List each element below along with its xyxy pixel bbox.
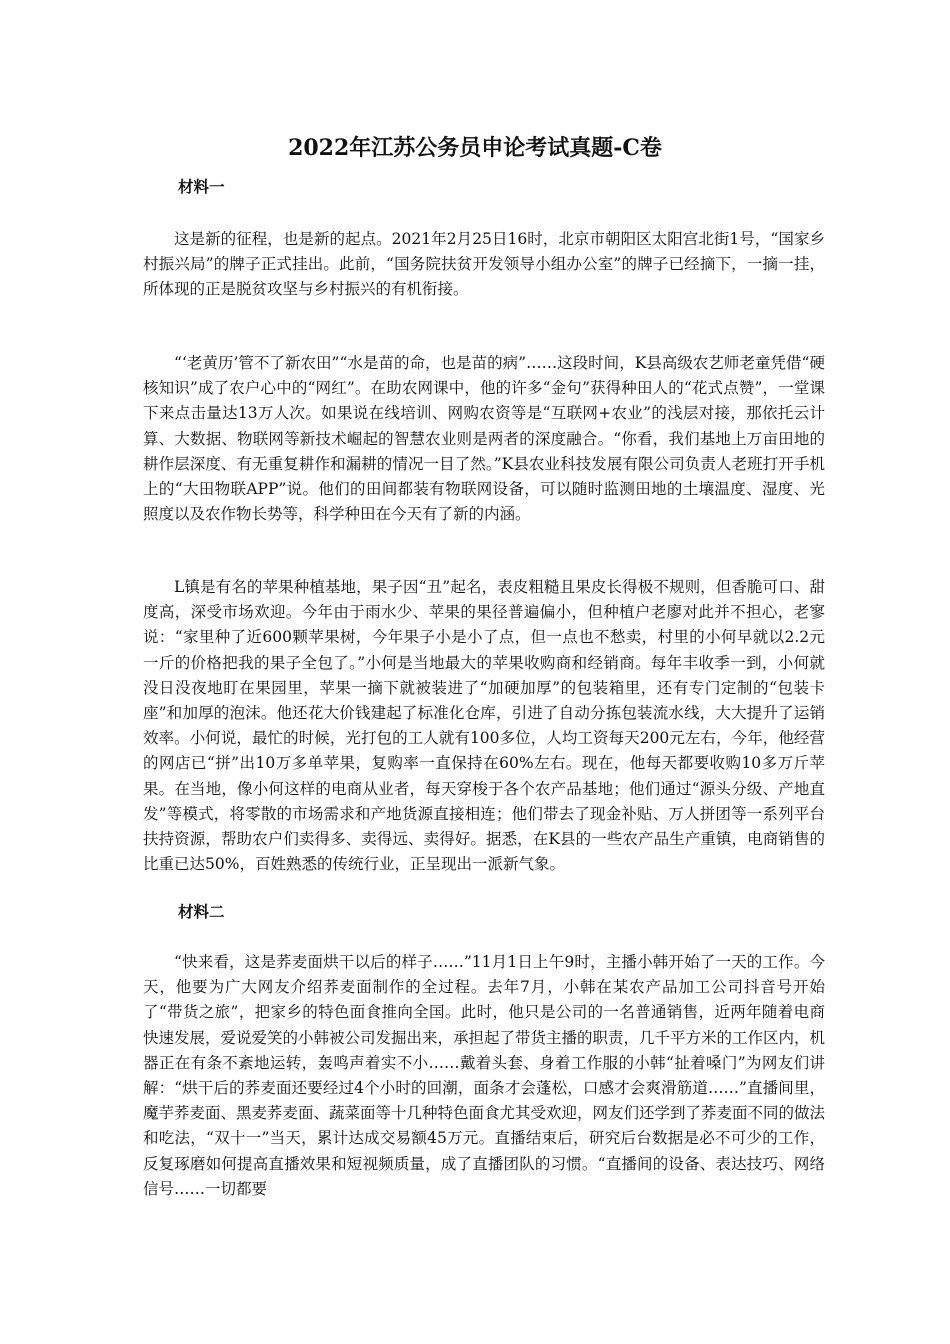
material-2-paragraph-1: “快来看，这是荞麦面烘干以后的样子……”11月1日上午9时，主播小韩开始了一天的工作。今天，他要为广大网友介绍荞麦面制作的全过程。去年7月，小韩在某农产品加工公司抖音号开始了“带货之旅”，把家乡的特色面食推向全国。此时，他只是公司的一名普通销售，近两年随着电商快速发展，爱说爱笑的小韩被公司发掘出来，承担起了带货主播的职责，几千平方米的工作区内，机器正在有条不紊地运转，轰鸣声着实不小……戴着头套、身着工作服的小韩“扯着嗓门”为网友们讲解：“烘干后的荞麦面还要经过4个小时的回潮，面条才会蓬松，口感才会爽滑筋道……”直播间里，魔芋荞麦面、黑麦荞麦面、蔬菜面等十几种特色面食尤其受欢迎，网友们还学到了荞麦面不同的做法和吃法，“双十一”当天，累计达成交易额45万元。直播结束后，研究后台数据是必不可少的工作，反复琢磨如何提高直播效果和短视频质量，成了直播团队的习惯。“直播间的设备、表达技巧、网络信号……一切都要 — [143, 953, 826, 1198]
section-heading-material-1: 材料一 — [178, 177, 225, 196]
section-heading-material-2: 材料二 — [178, 902, 225, 921]
material-1-paragraph-3: L镇是有名的苹果种植基地，果子因“丑”起名，表皮粗糙且果皮长得极不规则，但香脆可口、甜度高，深受市场欢迎。今年由于雨水少、苹果的果径普遍偏小，但种植户老廖对此并不担心，老寥说：“家里种了近600颗苹果树，今年果子小是小了点，但一点也不愁卖，村里的小何早就以2.2元一斤的价格把我的果子全包了。”小何是当地最大的苹果收购商和经销商。每年丰收季一到，小何就没日没夜地盯在果园里，苹果一摘下就被装进了“加硬加厚”的包装箱里，还有专门定制的“包装卡座”和加厚的泡沫。他还花大价钱建起了标准化仓库，引进了自动分拣包装流水线，大大提升了运销效率。小何说，最忙的时候，光打包的工人就有100多位，人均工资每天200元左右，今年，他经营的网店已“拼”出10万多单苹果，复购率一直保持在60%左右。现在，他每天都要收购10多万斤苹果。在当地，像小何这样的电商从业者，每天穿梭于各个农产品基地；他们通过“源头分级、产地直发”等模式，将零散的市场需求和产地货源直接相连；他们带去了现金补贴、万人拼团等一系列平台扶持资源，帮助农户们卖得多、卖得远、卖得好。据悉，在K县的一些农产品生产重镇，电商销售的比重已达50%，百姓熟悉的传统行业，正呈现出一派新气象。 — [143, 578, 825, 874]
material-1-paragraph-1: 这是新的征程，也是新的起点。2021年2月25日16时，北京市朝阳区太阳宫北街1号，“国家乡村振兴局”的牌子正式挂出。此前，“国务院扶贫开发领导小组办公室”的牌子已经摘下，一摘一挂，所体现的正是脱贫攻坚与乡村振兴的有机衔接。 — [143, 230, 825, 299]
material-1-paragraph-2: “‘老黄历’管不了新农田”“水是苗的命，也是苗的病”……这段时间，K县高级农艺师老童凭借“硬核知识”成了农户心中的“网红”。在助农网课中，他的许多“金句”获得种田人的“花式点赞”，一堂课下来点击量达13万人次。如果说在线培训、网购农资等是“互联网+农业”的浅层对接，那依托云计算、大数据、物联网等新技术崛起的智慧农业则是两者的深度融合。“你看，我们基地上万亩田地的耕作层深度、有无重复耕作和漏耕的情况一目了然。”K县农业科技发展有限公司负责人老班打开手机上的“大田物联APP”说。他们的田间都装有物联网设备，可以随时监测田地的土壤温度、湿度、光照度以及农作物长势等，科学种田在今天有了新的内涵。 — [143, 354, 825, 524]
document-title: 2022年江苏公务员申论考试真题-C卷 — [288, 135, 662, 161]
